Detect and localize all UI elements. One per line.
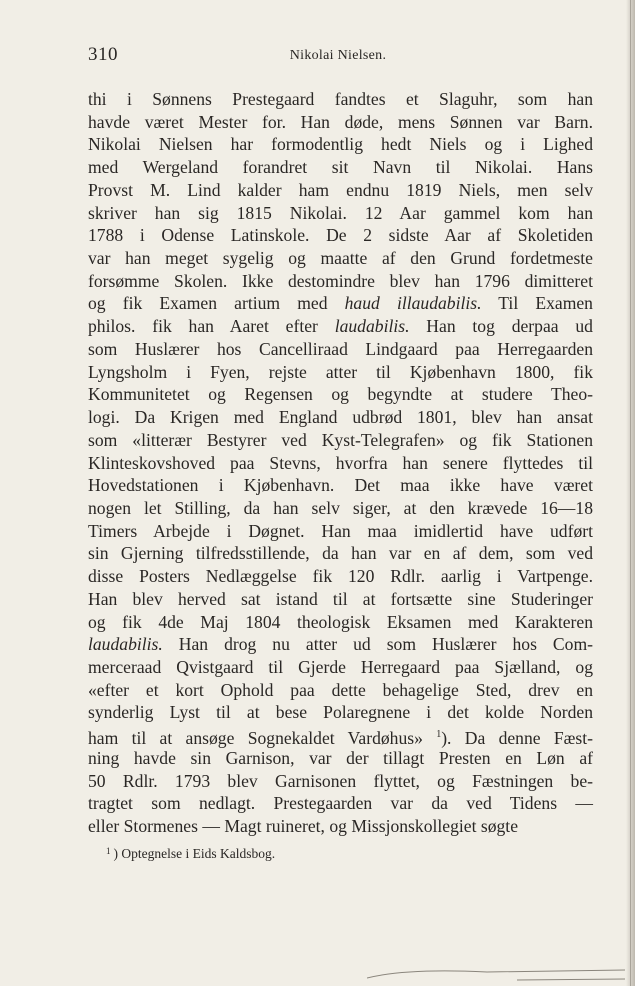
text-run: og fik 4de Maj 1804 theologisk Eksamen med Karakteren (88, 611, 593, 632)
text-line (88, 202, 593, 225)
text-run: var han meget sygelig og maatte af den Grund fordetmeste (88, 248, 593, 269)
text-run: skriver han sig 1815 Nikolai. 12 Aar gammel kom han (88, 202, 593, 223)
body-text (88, 88, 593, 838)
text-run: som «litterær Bestyrer ved Kyst-Telegrafen» og fik Stationen (88, 429, 593, 450)
text-run: sin Gjerning tilfredsstillende, da han var en af dem, som ved (88, 543, 593, 564)
text-line (88, 224, 593, 247)
text-line (88, 565, 593, 588)
text-line (88, 770, 593, 793)
text-line (88, 542, 593, 565)
text-run: Nikolai Nielsen har formodentlig hedt Niels og i Lighed (88, 134, 593, 155)
text-run: Han blev herved sat istand til at fortsætte sine Studeringer (88, 588, 593, 609)
text-run: eller Stormenes — Magt ruineret, og Missjonskollegiet søgte (88, 816, 518, 836)
running-title: Nikolai Nielsen. (289, 48, 387, 63)
text-line (88, 656, 593, 679)
text-line (88, 383, 593, 406)
text-line (88, 815, 593, 838)
text-run: Til Examen (481, 293, 593, 314)
text-run: Provst M. Lind kalder ham endnu 1819 Niels, men selv (88, 179, 593, 200)
text-run: forsømme Skolen. Ikke destomindre blev han 1796 dimitteret (88, 270, 593, 291)
text-line (88, 611, 593, 634)
italic-run: laudabilis. (88, 634, 163, 655)
text-line (88, 247, 593, 270)
text-run: som Huslærer hos Cancelliraad Lindgaard paa Herregaarden (88, 338, 593, 359)
text-run: philos. fik han Aaret efter (88, 316, 335, 337)
text-line (88, 452, 593, 475)
text-run: tragtet som nedlagt. Prestegaarden var da ved Tidens — (88, 793, 593, 814)
text-run: Han drog nu atter ud som Huslærer hos Com- (162, 634, 593, 655)
page-edge-line (630, 0, 631, 986)
text-line (88, 292, 593, 315)
text-line (88, 315, 593, 338)
text-line (88, 497, 593, 520)
text-run: ham til at ansøge Sognekaldet Vardøhus» (88, 727, 437, 748)
text-run: disse Posters Nedlæggelse fik 120 Rdlr. aarlig i Vartpenge. (88, 566, 593, 587)
text-run: og fik Examen artium med (88, 293, 345, 314)
text-run: 1788 i Odense Latinskole. De 2 sidste Aar af Skoletiden (88, 225, 593, 246)
text-line (88, 429, 593, 452)
text-line (88, 792, 593, 815)
page-number: 310 (88, 44, 118, 65)
italic-run: laudabilis. (334, 316, 410, 337)
text-run: Kommunitetet og Regensen og begyndte at studere Theo- (88, 384, 593, 405)
text-run: thi i Sønnens Prestegaard fandtes et Slaguhr, som han (88, 89, 593, 109)
text-run: Han tog derpaa ud (409, 316, 593, 337)
text-line (88, 474, 593, 497)
page-edge (626, 0, 635, 986)
text-line (88, 724, 593, 747)
footnote-marker: 1 (106, 846, 111, 856)
text-run: synderlig Lyst til at bese Polaregnene i det kolde Norden (88, 702, 593, 723)
text-line (88, 270, 593, 293)
page-curl-mark (367, 960, 627, 982)
footnote-text: ) Optegnelse i Eids Kaldsbog. (113, 846, 276, 861)
footnote-reference: 1 (436, 729, 442, 741)
text-run: Timers Arbejde i Døgnet. Han maa imidlertid have udført (88, 520, 593, 541)
text-line (88, 679, 593, 702)
text-run: 50 Rdlr. 1793 blev Garnisonen flyttet, og Fæstningen be- (88, 770, 593, 791)
text-run: med Wergeland forandret sit Navn til Nikolai. Hans (88, 157, 593, 178)
text-run: Hovedstationen i Kjøbenhavn. Det maa ikke have været (88, 475, 593, 496)
text-line (88, 520, 593, 543)
text-line (88, 747, 593, 770)
text-line (88, 111, 593, 134)
text-run: nogen let Stilling, da han selv siger, at den krævede 16—18 (88, 497, 593, 518)
text-line (88, 156, 593, 179)
page-header (88, 44, 588, 74)
text-line (88, 588, 593, 611)
text-line (88, 701, 593, 724)
text-run: ). Da denne Fæst- (441, 727, 593, 748)
text-line (88, 633, 593, 656)
text-run: merceraad Qvistgaard til Gjerde Herregaard paa Sjælland, og (88, 656, 593, 677)
text-run: ning havde sin Garnison, var der tillagt Presten en Løn af (88, 747, 593, 768)
italic-run: haud illaudabilis. (344, 293, 482, 314)
text-line (88, 88, 593, 111)
text-run: Lyngsholm i Fyen, rejste atter til Kjøbenhavn 1800, fik (88, 361, 593, 382)
text-line (88, 361, 593, 384)
footnote (106, 846, 275, 862)
text-run: Klinteskovshoved paa Stevns, hvorfra han senere flyttedes til (88, 452, 593, 473)
text-line (88, 179, 593, 202)
text-line (88, 133, 593, 156)
text-run: havde været Mester for. Han døde, mens Sønnen var Barn. (88, 111, 593, 132)
text-line (88, 406, 593, 429)
text-run: «efter et kort Ophold paa dette behagelige Sted, drev en (88, 679, 593, 700)
text-line (88, 338, 593, 361)
text-run: logi. Da Krigen med England udbrød 1801, blev han ansat (88, 407, 593, 428)
